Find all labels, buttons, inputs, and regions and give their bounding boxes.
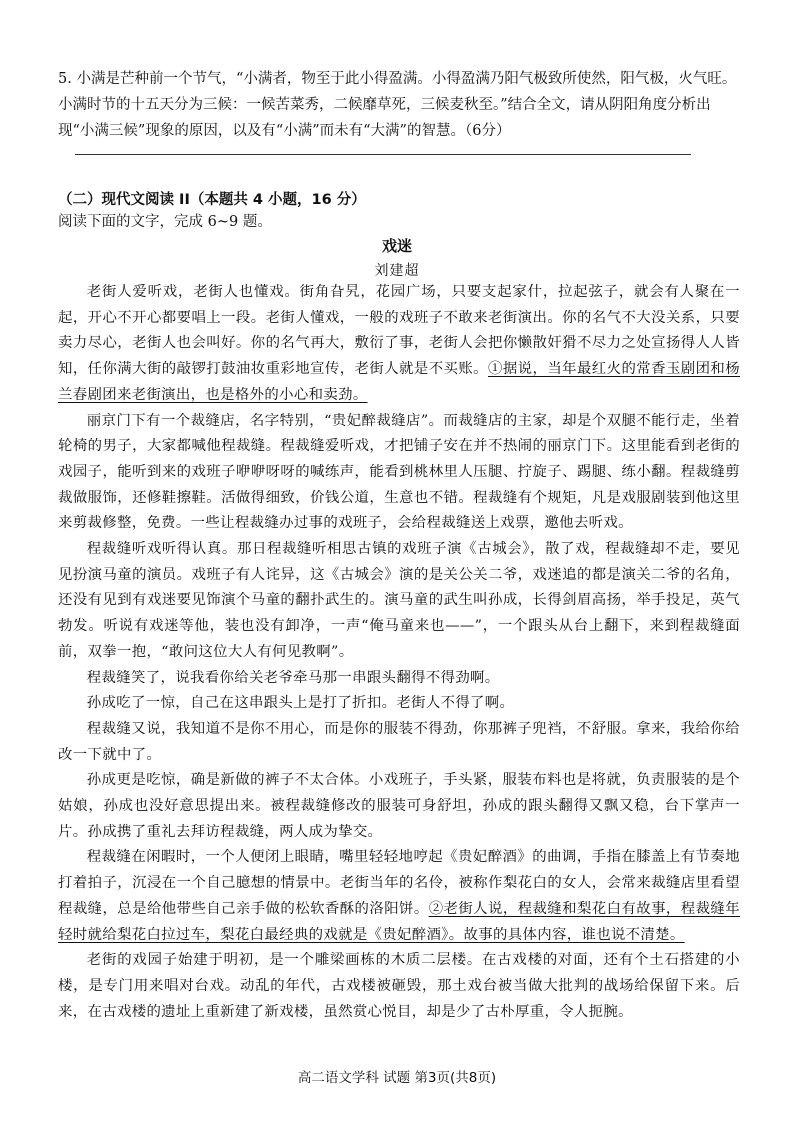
answer-line	[75, 154, 691, 155]
article-author: 刘建超	[374, 263, 420, 279]
question-5	[58, 66, 740, 144]
article-title: 戏迷	[381, 237, 412, 255]
paragraph-2: 丽京门下有一个裁缝店，名字特别，“贵妃醉裁缝店”。而裁缝店的主家，却是个双腿不能行走，坐着轮椅的男子，大家都喊他程裁缝。程裁缝爱听戏，才把铺子安在并不热闹的丽京门下。这里能看到老街的戏园子，能听到来的戏班子咿咿呀呀的喊练声，能看到桃林里人压腿、拧旋子、踢腿、练小翻。程裁缝剪裁做服饰，还修鞋擦鞋。活做得细致，价钱公道，生意也不错。程裁缝有个规矩，凡是戏服剧装到他这里来剪裁修整，免费。一些让程裁缝办过事的戏班子，会给程裁缝送上戏票，邀他去听戏。	[58, 412, 740, 532]
underlined-sentence-1: ①据说，当年最红火的常香玉剧团和杨兰春剧团来老街演出，也是格外的小心和卖劲。	[58, 361, 741, 403]
paragraph-1	[58, 280, 740, 409]
paragraph-5: 孙成吃了一惊，自己在这串跟头上是打了折扣。老街人不得了啊。	[86, 695, 515, 712]
page-footer: 高二语文学科 试题 第3页(共8页)	[297, 1070, 497, 1086]
question-5-text: 5. 小满是芒种前一个节气，“小满者，物至于此小得盈满。小得盈满乃阳气极致所使然，阳气极，火气旺。小满时节的十五天分为三候：一候苦菜秀，二候靡草死，三候麦秋至。”结合全文，请从阴阳角度分析出现“小满三候”现象的原因，以及有“小满”而未有“大满”的智慧。（6分）	[58, 71, 737, 139]
section-instruction: 阅读下面的文字，完成 6~9 题。	[58, 214, 272, 230]
paragraph-3: 程裁缝听戏听得认真。那日程裁缝听相思古镇的戏班子演《古城会》，散了戏，程裁缝却不走，要见见扮演马童的演员。戏班子有人诧异，这《古城会》演的是关公关二爷，戏迷追的都是演关二爷的名角，还没有见到有戏迷要见饰演个马童的翻扑武生的。演马童的武生叫孙成，长得剑眉高扬，举手投足，英气勃发。听说有戏迷等他，装也没有卸净，一声“俺马童来也——”，一个跟头从台上翻下，来到程裁缝面前，双拳一抱，“敢问这位大人有何见教啊”。	[58, 541, 740, 660]
paragraph-1-text: 老街人爱听戏，老街人也懂戏。街角旮旯，花园广场，只要支起家什，拉起弦子，就会有人聚在一起，开心不开心都要唱上一段。老街人懂戏，一般的戏班子不敢来老街演出。你的名气不大没关系，只要卖力尽心，老街人也会叫好。你的名气再大，敷衍了事，老街人会把你懒散奸猾不尽力之处宣扬得人人皆知，任你满大街的敲锣打鼓油妆重彩地宣传，老街人就是不买账。	[58, 284, 740, 378]
paragraph-7: 孙成更是吃惊，确是新做的裤子不太合体。小戏班子，手头紧，服装布料也是将就，负责服装的是个姑娘，孙成也没好意思提出来。被程裁缝修改的服装可身舒坦，孙成的跟头翻得又飘又稳，台下掌声一片。孙成携了重礼去拜访程裁缝，两人成为挚交。	[58, 772, 740, 840]
paragraph-4: 程裁缝笑了，说我看你给关老爷牵马那一串跟头翻得不得劲啊。	[86, 669, 500, 686]
underlined-sentence-2: ②老街人说，程裁缝和梨花白有故事，程裁缝年轻时就给梨花白拉过车，梨花白最经典的戏就是《贵妃醉酒》。故事的具体内容，谁也说不清楚。	[58, 900, 740, 943]
section-title: （二）现代文阅读 II（本题共 4 小题，16 分）	[58, 192, 366, 208]
paragraph-8-text: 程裁缝在闲暇时，一个人便闭上眼睛，嘴里轻轻地哼起《贵妃醉酒》的曲调，手指在膝盖上有节奏地打着拍子，沉浸在一个自己臆想的情景中。老街当年的名伶，被称作梨花白的女人，会常来裁缝店里看望程裁缝，总是给他带些自己亲手做的松软香酥的洛阳饼。	[58, 849, 740, 917]
paragraph-8	[58, 845, 740, 948]
paragraph-9: 老街的戏园子始建于明初，是一个雕梁画栋的木质二层楼。在古戏楼的对面，还有个土石搭建的小楼，是专门用来唱对台戏。动乱的年代，古戏楼被砸毁，那土戏台被当做大批判的战场给保留下来。后来，在古戏楼的遗址上重新建了新戏楼，虽然赏心悦目，却是少了古朴厚重，令人扼腕。	[58, 952, 740, 1020]
article-body	[58, 280, 740, 1025]
paragraph-6: 程裁缝又说，我知道不是你不用心，而是你的服装不得劲，你那裤子兜裆，不舒服。拿来，我给你给改一下就中了。	[58, 720, 740, 763]
